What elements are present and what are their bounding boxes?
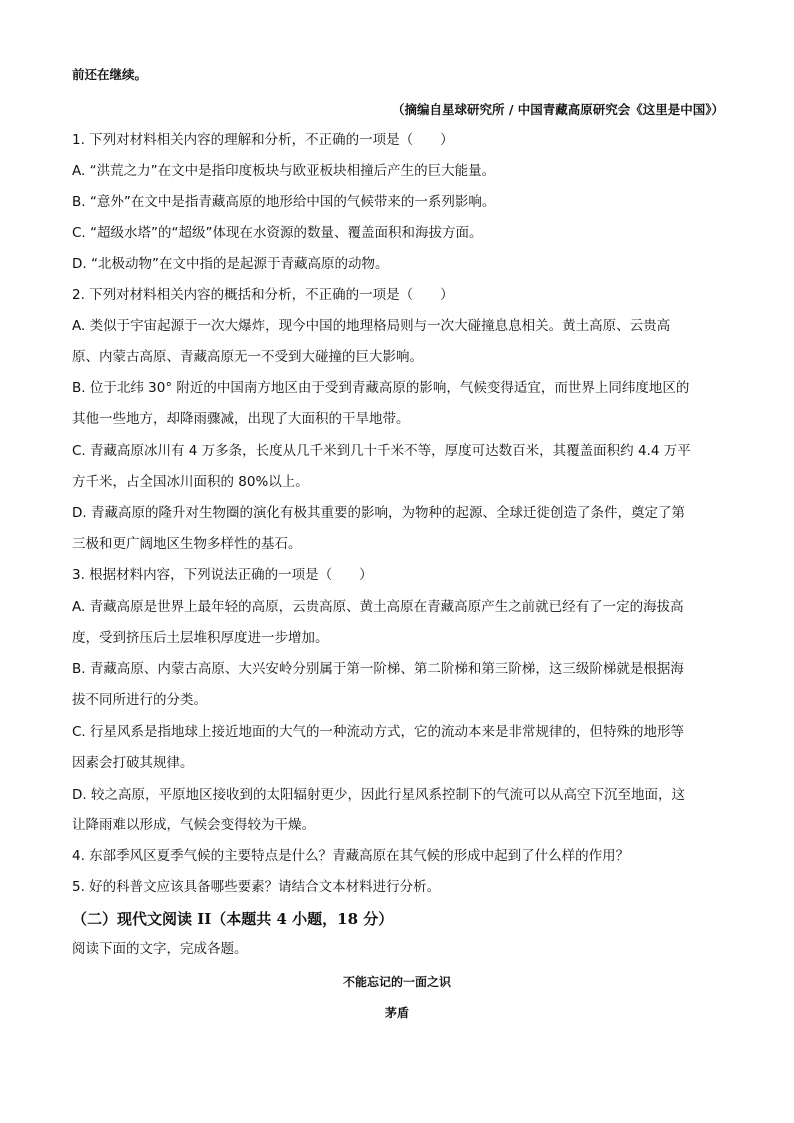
question-3-option-b-line-1: B. 青藏高原、内蒙古高原、大兴安岭分别属于第一阶梯、第二阶梯和第三阶梯，这三级阶梯就是根据海	[72, 661, 684, 677]
reading-instruction: 阅读下面的文字，完成各题。	[72, 941, 248, 957]
question-2-option-a-line-1: A. 类似于宇宙起源于一次大爆炸，现今中国的地理格局则与一次大碰撞息息相关。黄土高原、云贵高	[72, 318, 671, 334]
article-title: 不能忘记的一面之识	[342, 975, 451, 989]
question-2-option-d-line-2: 三极和更广阔地区生物多样性的基石。	[72, 536, 302, 552]
question-2-option-c-line-2: 方千米，占全国冰川面积的 80%以上。	[72, 474, 309, 490]
intro-tail-text: 前还在继续。	[72, 67, 148, 82]
question-1-stem: 1. 下列对材料相关内容的理解和分析，不正确的一项是（ ）	[72, 132, 454, 148]
question-1-option-d: D. “北极动物”在文中指的是起源于青藏高原的动物。	[72, 256, 389, 272]
question-2-option-d-line-1: D. 青藏高原的隆升对生物圈的演化有极其重要的影响，为物种的起源、全球迁徙创造了条件，奠定了第	[72, 505, 685, 521]
question-3-stem: 3. 根据材料内容，下列说法正确的一项是（ ）	[72, 567, 373, 583]
article-author: 茅盾	[384, 1006, 409, 1020]
question-3-option-a-line-1: A. 青藏高原是世界上最年轻的高原，云贵高原、黄土高原在青藏高原产生之前就已经有了一定的海拔高	[72, 599, 684, 615]
question-4: 4. 东部季风区夏季气候的主要特点是什么？青藏高原在其气候的形成中起到了什么样的作用？	[72, 848, 630, 864]
question-3-option-d-line-2: 让降雨难以形成，气候会变得较为干燥。	[72, 817, 315, 833]
question-5: 5. 好的科普文应该具备哪些要素？请结合文本材料进行分析。	[72, 879, 441, 895]
question-2-option-b-line-2: 其他一些地方，却降雨骤减，出现了大面积的干旱地带。	[72, 411, 410, 427]
question-2-option-b-line-1: B. 位于北纬 30° 附近的中国南方地区由于受到青藏高原的影响，气候变得适宜，而世界上同纬度地区的	[72, 380, 690, 396]
question-3-option-d-line-1: D. 较之高原，平原地区接收到的太阳辐射更少，因此行星风系控制下的气流可以从高空下沉至地面，这	[72, 787, 685, 803]
question-3-option-c-line-2: 因素会打破其规律。	[72, 755, 194, 771]
question-3-option-a-line-2: 度，受到挤压后土层堆积厚度进一步增加。	[72, 630, 329, 646]
question-1-option-a: A. “洪荒之力”在文中是指印度板块与欧亚板块相撞后产生的巨大能量。	[72, 163, 496, 179]
question-1-option-b: B. “意外”在文中是指青藏高原的地形给中国的气候带来的一系列影响。	[72, 194, 496, 210]
question-2-option-a-line-2: 原、内蒙古高原、青藏高原无一不受到大碰撞的巨大影响。	[72, 349, 423, 365]
question-3-option-b-line-2: 拔不同所进行的分类。	[72, 692, 207, 708]
question-3-option-c-line-1: C. 行星风系是指地球上接近地面的大气的一种流动方式，它的流动本来是非常规律的，但特殊的地形等	[72, 724, 685, 740]
question-2-stem: 2. 下列对材料相关内容的概括和分析，不正确的一项是（ ）	[72, 287, 454, 303]
question-1-option-c: C. “超级水塔”的“超级”体现在水资源的数量、覆盖面积和海拔方面。	[72, 225, 483, 241]
source-citation: （摘编自星球研究所 / 中国青藏高原研究会《这里是中国》）	[391, 102, 724, 117]
section-heading: （二）现代文阅读 II（本题共 4 小题，18 分）	[72, 910, 394, 928]
question-2-option-c-line-1: C. 青藏高原冰川有 4 万多条，长度从几千米到几十千米不等，厚度可达数百米，其覆盖面积约 4.4 万平	[72, 443, 691, 459]
